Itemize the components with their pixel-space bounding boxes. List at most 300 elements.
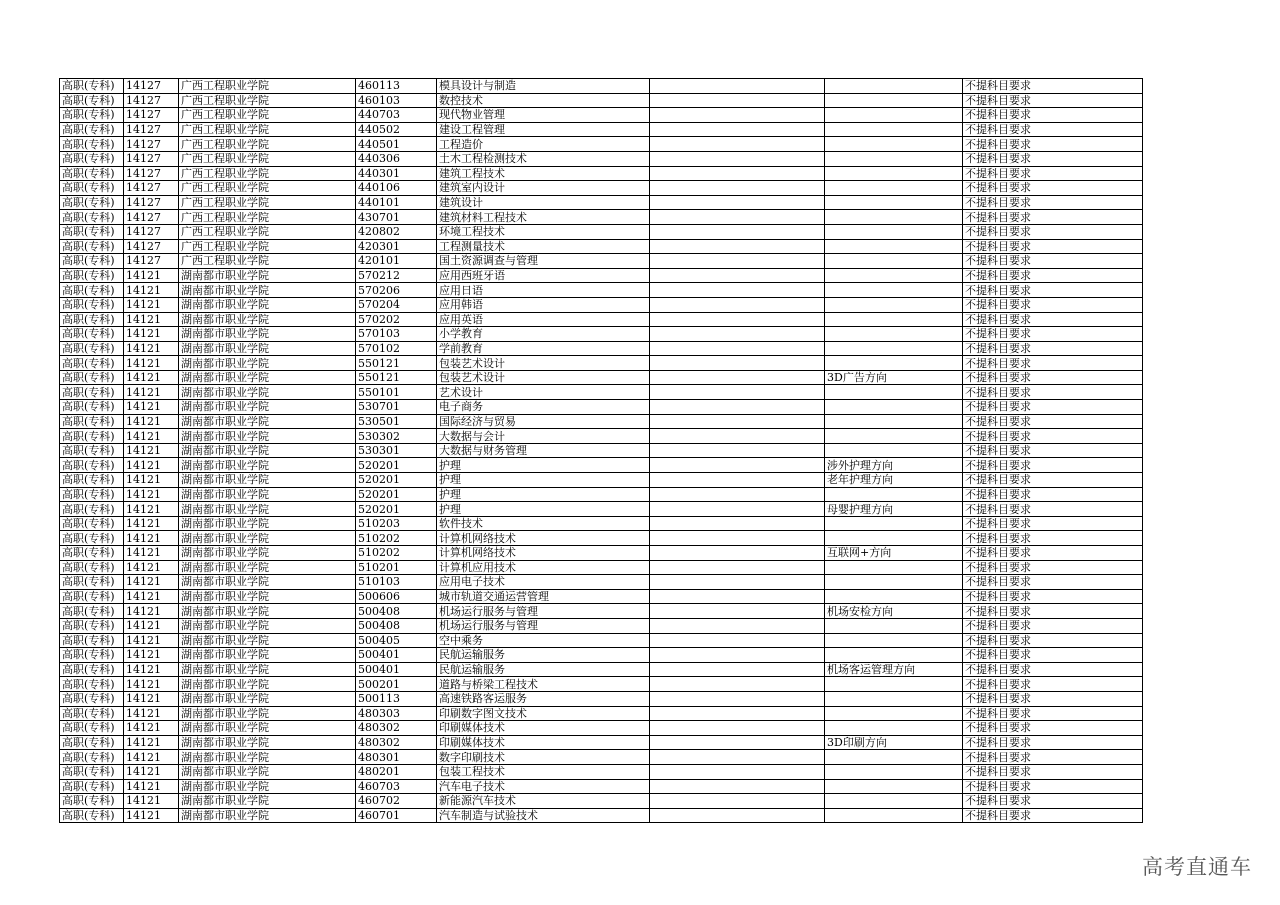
major-code-cell: 570103 bbox=[356, 327, 437, 342]
direction-cell bbox=[825, 356, 963, 371]
note-cell bbox=[650, 370, 825, 385]
major-name-cell: 大数据与财务管理 bbox=[437, 443, 650, 458]
major-code-cell: 510201 bbox=[356, 560, 437, 575]
level-cell: 高职(专科) bbox=[60, 181, 124, 196]
major-name-cell: 城市轨道交通运营管理 bbox=[437, 589, 650, 604]
school-code-cell: 14121 bbox=[124, 779, 179, 794]
note-cell bbox=[650, 648, 825, 663]
direction-cell bbox=[825, 210, 963, 225]
level-cell: 高职(专科) bbox=[60, 516, 124, 531]
note-cell bbox=[650, 604, 825, 619]
note-cell bbox=[650, 546, 825, 561]
table-row bbox=[60, 779, 1143, 794]
school-name-cell: 广西工程职业学院 bbox=[179, 210, 356, 225]
direction-cell bbox=[825, 516, 963, 531]
school-name-cell: 广西工程职业学院 bbox=[179, 151, 356, 166]
level-cell: 高职(专科) bbox=[60, 589, 124, 604]
school-name-cell: 湖南都市职业学院 bbox=[179, 356, 356, 371]
school-name-cell: 湖南都市职业学院 bbox=[179, 794, 356, 809]
school-code-cell: 14121 bbox=[124, 400, 179, 415]
table-row bbox=[60, 151, 1143, 166]
school-name-cell: 湖南都市职业学院 bbox=[179, 312, 356, 327]
table-row bbox=[60, 268, 1143, 283]
level-cell: 高职(专科) bbox=[60, 239, 124, 254]
school-name-cell: 湖南都市职业学院 bbox=[179, 487, 356, 502]
major-code-cell: 500113 bbox=[356, 691, 437, 706]
major-code-cell: 420101 bbox=[356, 254, 437, 269]
requirement-cell: 不提科目要求 bbox=[963, 414, 1143, 429]
requirement-cell: 不提科目要求 bbox=[963, 633, 1143, 648]
table-row bbox=[60, 487, 1143, 502]
school-name-cell: 湖南都市职业学院 bbox=[179, 648, 356, 663]
table-row bbox=[60, 502, 1143, 517]
major-code-cell: 530301 bbox=[356, 443, 437, 458]
requirement-cell: 不提科目要求 bbox=[963, 735, 1143, 750]
school-name-cell: 湖南都市职业学院 bbox=[179, 531, 356, 546]
requirement-cell: 不提科目要求 bbox=[963, 487, 1143, 502]
note-cell bbox=[650, 691, 825, 706]
level-cell: 高职(专科) bbox=[60, 779, 124, 794]
requirement-cell: 不提科目要求 bbox=[963, 429, 1143, 444]
level-cell: 高职(专科) bbox=[60, 297, 124, 312]
requirement-cell: 不提科目要求 bbox=[963, 473, 1143, 488]
major-code-cell: 520201 bbox=[356, 502, 437, 517]
major-name-cell: 计算机网络技术 bbox=[437, 531, 650, 546]
level-cell: 高职(专科) bbox=[60, 633, 124, 648]
note-cell bbox=[650, 181, 825, 196]
direction-cell bbox=[825, 589, 963, 604]
table-body bbox=[60, 79, 1143, 823]
table-row bbox=[60, 93, 1143, 108]
major-name-cell: 护理 bbox=[437, 502, 650, 517]
school-code-cell: 14127 bbox=[124, 166, 179, 181]
major-name-cell: 护理 bbox=[437, 458, 650, 473]
direction-cell bbox=[825, 254, 963, 269]
requirement-cell: 不提科目要求 bbox=[963, 443, 1143, 458]
table-row bbox=[60, 79, 1143, 94]
level-cell: 高职(专科) bbox=[60, 327, 124, 342]
major-code-cell: 570202 bbox=[356, 312, 437, 327]
level-cell: 高职(专科) bbox=[60, 341, 124, 356]
school-code-cell: 14121 bbox=[124, 516, 179, 531]
note-cell bbox=[650, 327, 825, 342]
school-code-cell: 14121 bbox=[124, 283, 179, 298]
table-row bbox=[60, 239, 1143, 254]
table-row bbox=[60, 283, 1143, 298]
major-code-cell: 530501 bbox=[356, 414, 437, 429]
requirement-cell: 不提科目要求 bbox=[963, 706, 1143, 721]
level-cell: 高职(专科) bbox=[60, 151, 124, 166]
direction-cell bbox=[825, 93, 963, 108]
school-code-cell: 14121 bbox=[124, 487, 179, 502]
school-name-cell: 湖南都市职业学院 bbox=[179, 750, 356, 765]
school-code-cell: 14127 bbox=[124, 108, 179, 123]
note-cell bbox=[650, 531, 825, 546]
school-code-cell: 14127 bbox=[124, 122, 179, 137]
major-code-cell: 430701 bbox=[356, 210, 437, 225]
table-row bbox=[60, 575, 1143, 590]
requirement-cell: 不提科目要求 bbox=[963, 356, 1143, 371]
requirement-cell: 不提科目要求 bbox=[963, 370, 1143, 385]
direction-cell bbox=[825, 224, 963, 239]
school-name-cell: 湖南都市职业学院 bbox=[179, 575, 356, 590]
note-cell bbox=[650, 312, 825, 327]
direction-cell bbox=[825, 531, 963, 546]
school-code-cell: 14121 bbox=[124, 575, 179, 590]
table-row bbox=[60, 706, 1143, 721]
requirement-cell: 不提科目要求 bbox=[963, 239, 1143, 254]
level-cell: 高职(专科) bbox=[60, 122, 124, 137]
major-name-cell: 道路与桥梁工程技术 bbox=[437, 677, 650, 692]
note-cell bbox=[650, 356, 825, 371]
table-row bbox=[60, 691, 1143, 706]
requirement-cell: 不提科目要求 bbox=[963, 268, 1143, 283]
requirement-cell: 不提科目要求 bbox=[963, 750, 1143, 765]
direction-cell: 涉外护理方向 bbox=[825, 458, 963, 473]
school-code-cell: 14127 bbox=[124, 210, 179, 225]
school-code-cell: 14127 bbox=[124, 79, 179, 94]
major-code-cell: 570212 bbox=[356, 268, 437, 283]
school-name-cell: 湖南都市职业学院 bbox=[179, 414, 356, 429]
level-cell: 高职(专科) bbox=[60, 108, 124, 123]
direction-cell: 3D印刷方向 bbox=[825, 735, 963, 750]
requirement-cell: 不提科目要求 bbox=[963, 224, 1143, 239]
school-code-cell: 14121 bbox=[124, 327, 179, 342]
major-name-cell: 工程造价 bbox=[437, 137, 650, 152]
note-cell bbox=[650, 721, 825, 736]
school-name-cell: 广西工程职业学院 bbox=[179, 239, 356, 254]
level-cell: 高职(专科) bbox=[60, 794, 124, 809]
direction-cell bbox=[825, 181, 963, 196]
major-code-cell: 440502 bbox=[356, 122, 437, 137]
requirement-cell: 不提科目要求 bbox=[963, 166, 1143, 181]
note-cell bbox=[650, 166, 825, 181]
direction-cell bbox=[825, 268, 963, 283]
major-name-cell: 建筑室内设计 bbox=[437, 181, 650, 196]
level-cell: 高职(专科) bbox=[60, 210, 124, 225]
major-name-cell: 应用电子技术 bbox=[437, 575, 650, 590]
school-name-cell: 广西工程职业学院 bbox=[179, 195, 356, 210]
note-cell bbox=[650, 254, 825, 269]
note-cell bbox=[650, 516, 825, 531]
major-code-cell: 420802 bbox=[356, 224, 437, 239]
school-name-cell: 湖南都市职业学院 bbox=[179, 546, 356, 561]
level-cell: 高职(专科) bbox=[60, 575, 124, 590]
note-cell bbox=[650, 808, 825, 823]
note-cell bbox=[650, 677, 825, 692]
major-code-cell: 500201 bbox=[356, 677, 437, 692]
major-name-cell: 印刷数字图文技术 bbox=[437, 706, 650, 721]
major-name-cell: 应用英语 bbox=[437, 312, 650, 327]
school-code-cell: 14121 bbox=[124, 633, 179, 648]
table-row bbox=[60, 794, 1143, 809]
school-code-cell: 14121 bbox=[124, 473, 179, 488]
direction-cell bbox=[825, 691, 963, 706]
school-name-cell: 广西工程职业学院 bbox=[179, 224, 356, 239]
note-cell bbox=[650, 443, 825, 458]
major-name-cell: 建筑设计 bbox=[437, 195, 650, 210]
direction-cell bbox=[825, 443, 963, 458]
school-name-cell: 湖南都市职业学院 bbox=[179, 458, 356, 473]
school-code-cell: 14121 bbox=[124, 750, 179, 765]
school-name-cell: 广西工程职业学院 bbox=[179, 254, 356, 269]
table-row bbox=[60, 122, 1143, 137]
school-name-cell: 湖南都市职业学院 bbox=[179, 808, 356, 823]
school-code-cell: 14121 bbox=[124, 721, 179, 736]
level-cell: 高职(专科) bbox=[60, 546, 124, 561]
school-name-cell: 广西工程职业学院 bbox=[179, 122, 356, 137]
school-name-cell: 湖南都市职业学院 bbox=[179, 443, 356, 458]
major-name-cell: 包装艺术设计 bbox=[437, 356, 650, 371]
level-cell: 高职(专科) bbox=[60, 458, 124, 473]
table-row bbox=[60, 443, 1143, 458]
level-cell: 高职(专科) bbox=[60, 268, 124, 283]
major-code-cell: 500405 bbox=[356, 633, 437, 648]
level-cell: 高职(专科) bbox=[60, 750, 124, 765]
table-row bbox=[60, 589, 1143, 604]
direction-cell: 机场客运管理方向 bbox=[825, 662, 963, 677]
note-cell bbox=[650, 151, 825, 166]
school-name-cell: 湖南都市职业学院 bbox=[179, 779, 356, 794]
major-code-cell: 550121 bbox=[356, 370, 437, 385]
note-cell bbox=[650, 341, 825, 356]
school-code-cell: 14121 bbox=[124, 589, 179, 604]
school-code-cell: 14127 bbox=[124, 93, 179, 108]
school-code-cell: 14121 bbox=[124, 341, 179, 356]
school-code-cell: 14121 bbox=[124, 677, 179, 692]
level-cell: 高职(专科) bbox=[60, 137, 124, 152]
school-code-cell: 14121 bbox=[124, 356, 179, 371]
requirement-cell: 不提科目要求 bbox=[963, 546, 1143, 561]
table-row bbox=[60, 137, 1143, 152]
note-cell bbox=[650, 122, 825, 137]
level-cell: 高职(专科) bbox=[60, 487, 124, 502]
school-code-cell: 14121 bbox=[124, 502, 179, 517]
direction-cell bbox=[825, 108, 963, 123]
school-name-cell: 广西工程职业学院 bbox=[179, 93, 356, 108]
major-code-cell: 480302 bbox=[356, 735, 437, 750]
table-row bbox=[60, 370, 1143, 385]
requirement-cell: 不提科目要求 bbox=[963, 589, 1143, 604]
table-row bbox=[60, 400, 1143, 415]
note-cell bbox=[650, 794, 825, 809]
requirement-cell: 不提科目要求 bbox=[963, 210, 1143, 225]
school-name-cell: 湖南都市职业学院 bbox=[179, 327, 356, 342]
direction-cell bbox=[825, 706, 963, 721]
table-row bbox=[60, 677, 1143, 692]
major-code-cell: 530701 bbox=[356, 400, 437, 415]
note-cell bbox=[650, 589, 825, 604]
major-name-cell: 建筑材料工程技术 bbox=[437, 210, 650, 225]
school-code-cell: 14121 bbox=[124, 443, 179, 458]
level-cell: 高职(专科) bbox=[60, 370, 124, 385]
note-cell bbox=[650, 560, 825, 575]
note-cell bbox=[650, 283, 825, 298]
major-code-cell: 440306 bbox=[356, 151, 437, 166]
major-code-cell: 570204 bbox=[356, 297, 437, 312]
major-code-cell: 500401 bbox=[356, 648, 437, 663]
requirement-cell: 不提科目要求 bbox=[963, 794, 1143, 809]
note-cell bbox=[650, 210, 825, 225]
school-name-cell: 湖南都市职业学院 bbox=[179, 283, 356, 298]
school-name-cell: 湖南都市职业学院 bbox=[179, 400, 356, 415]
note-cell bbox=[650, 268, 825, 283]
school-name-cell: 广西工程职业学院 bbox=[179, 166, 356, 181]
data-table bbox=[59, 78, 1143, 823]
school-code-cell: 14127 bbox=[124, 224, 179, 239]
major-name-cell: 印刷媒体技术 bbox=[437, 735, 650, 750]
level-cell: 高职(专科) bbox=[60, 443, 124, 458]
level-cell: 高职(专科) bbox=[60, 808, 124, 823]
school-name-cell: 湖南都市职业学院 bbox=[179, 721, 356, 736]
direction-cell bbox=[825, 648, 963, 663]
school-code-cell: 14121 bbox=[124, 297, 179, 312]
requirement-cell: 不提科目要求 bbox=[963, 779, 1143, 794]
level-cell: 高职(专科) bbox=[60, 604, 124, 619]
note-cell bbox=[650, 706, 825, 721]
major-code-cell: 510103 bbox=[356, 575, 437, 590]
requirement-cell: 不提科目要求 bbox=[963, 721, 1143, 736]
major-name-cell: 包装工程技术 bbox=[437, 764, 650, 779]
direction-cell bbox=[825, 341, 963, 356]
requirement-cell: 不提科目要求 bbox=[963, 122, 1143, 137]
school-code-cell: 14121 bbox=[124, 808, 179, 823]
table-row bbox=[60, 327, 1143, 342]
requirement-cell: 不提科目要求 bbox=[963, 327, 1143, 342]
table-row bbox=[60, 473, 1143, 488]
requirement-cell: 不提科目要求 bbox=[963, 297, 1143, 312]
major-name-cell: 新能源汽车技术 bbox=[437, 794, 650, 809]
direction-cell bbox=[825, 414, 963, 429]
school-code-cell: 14121 bbox=[124, 735, 179, 750]
major-name-cell: 空中乘务 bbox=[437, 633, 650, 648]
direction-cell bbox=[825, 400, 963, 415]
direction-cell bbox=[825, 79, 963, 94]
direction-cell bbox=[825, 794, 963, 809]
requirement-cell: 不提科目要求 bbox=[963, 79, 1143, 94]
level-cell: 高职(专科) bbox=[60, 648, 124, 663]
table-row bbox=[60, 735, 1143, 750]
table-row bbox=[60, 385, 1143, 400]
major-name-cell: 应用日语 bbox=[437, 283, 650, 298]
school-name-cell: 湖南都市职业学院 bbox=[179, 473, 356, 488]
major-code-cell: 460113 bbox=[356, 79, 437, 94]
major-name-cell: 艺术设计 bbox=[437, 385, 650, 400]
level-cell: 高职(专科) bbox=[60, 706, 124, 721]
level-cell: 高职(专科) bbox=[60, 721, 124, 736]
school-code-cell: 14121 bbox=[124, 604, 179, 619]
direction-cell bbox=[825, 808, 963, 823]
major-code-cell: 550121 bbox=[356, 356, 437, 371]
direction-cell bbox=[825, 575, 963, 590]
major-code-cell: 500408 bbox=[356, 604, 437, 619]
major-name-cell: 模具设计与制造 bbox=[437, 79, 650, 94]
table-row bbox=[60, 662, 1143, 677]
major-code-cell: 510203 bbox=[356, 516, 437, 531]
direction-cell bbox=[825, 312, 963, 327]
direction-cell: 母婴护理方向 bbox=[825, 502, 963, 517]
note-cell bbox=[650, 414, 825, 429]
direction-cell: 3D广告方向 bbox=[825, 370, 963, 385]
requirement-cell: 不提科目要求 bbox=[963, 137, 1143, 152]
major-name-cell: 小学教育 bbox=[437, 327, 650, 342]
major-name-cell: 计算机应用技术 bbox=[437, 560, 650, 575]
note-cell bbox=[650, 575, 825, 590]
school-code-cell: 14121 bbox=[124, 560, 179, 575]
table-row bbox=[60, 531, 1143, 546]
table-row bbox=[60, 764, 1143, 779]
note-cell bbox=[650, 400, 825, 415]
level-cell: 高职(专科) bbox=[60, 385, 124, 400]
requirement-cell: 不提科目要求 bbox=[963, 531, 1143, 546]
level-cell: 高职(专科) bbox=[60, 473, 124, 488]
direction-cell: 机场安检方向 bbox=[825, 604, 963, 619]
table-row bbox=[60, 808, 1143, 823]
level-cell: 高职(专科) bbox=[60, 283, 124, 298]
requirement-cell: 不提科目要求 bbox=[963, 618, 1143, 633]
level-cell: 高职(专科) bbox=[60, 93, 124, 108]
watermark-logo: 高考直通车 bbox=[1142, 855, 1252, 879]
level-cell: 高职(专科) bbox=[60, 531, 124, 546]
table-row bbox=[60, 297, 1143, 312]
school-code-cell: 14127 bbox=[124, 137, 179, 152]
school-code-cell: 14121 bbox=[124, 458, 179, 473]
school-code-cell: 14121 bbox=[124, 618, 179, 633]
level-cell: 高职(专科) bbox=[60, 224, 124, 239]
requirement-cell: 不提科目要求 bbox=[963, 181, 1143, 196]
table-row bbox=[60, 618, 1143, 633]
major-name-cell: 应用西班牙语 bbox=[437, 268, 650, 283]
direction-cell bbox=[825, 283, 963, 298]
note-cell bbox=[650, 297, 825, 312]
major-name-cell: 民航运输服务 bbox=[437, 648, 650, 663]
major-code-cell: 500606 bbox=[356, 589, 437, 604]
major-code-cell: 550101 bbox=[356, 385, 437, 400]
table-row bbox=[60, 458, 1143, 473]
direction-cell bbox=[825, 764, 963, 779]
school-name-cell: 广西工程职业学院 bbox=[179, 137, 356, 152]
school-code-cell: 14121 bbox=[124, 531, 179, 546]
school-code-cell: 14121 bbox=[124, 691, 179, 706]
major-name-cell: 国土资源调查与管理 bbox=[437, 254, 650, 269]
major-code-cell: 460703 bbox=[356, 779, 437, 794]
note-cell bbox=[650, 473, 825, 488]
note-cell bbox=[650, 502, 825, 517]
note-cell bbox=[650, 108, 825, 123]
school-code-cell: 14121 bbox=[124, 706, 179, 721]
note-cell bbox=[650, 487, 825, 502]
major-name-cell: 护理 bbox=[437, 473, 650, 488]
school-name-cell: 湖南都市职业学院 bbox=[179, 429, 356, 444]
direction-cell bbox=[825, 618, 963, 633]
major-name-cell: 电子商务 bbox=[437, 400, 650, 415]
requirement-cell: 不提科目要求 bbox=[963, 575, 1143, 590]
major-code-cell: 440106 bbox=[356, 181, 437, 196]
level-cell: 高职(专科) bbox=[60, 677, 124, 692]
major-name-cell: 计算机网络技术 bbox=[437, 546, 650, 561]
table-row bbox=[60, 546, 1143, 561]
school-name-cell: 湖南都市职业学院 bbox=[179, 706, 356, 721]
requirement-cell: 不提科目要求 bbox=[963, 691, 1143, 706]
level-cell: 高职(专科) bbox=[60, 166, 124, 181]
level-cell: 高职(专科) bbox=[60, 764, 124, 779]
direction-cell bbox=[825, 239, 963, 254]
level-cell: 高职(专科) bbox=[60, 312, 124, 327]
major-code-cell: 570206 bbox=[356, 283, 437, 298]
major-name-cell: 机场运行服务与管理 bbox=[437, 618, 650, 633]
requirement-cell: 不提科目要求 bbox=[963, 677, 1143, 692]
note-cell bbox=[650, 750, 825, 765]
